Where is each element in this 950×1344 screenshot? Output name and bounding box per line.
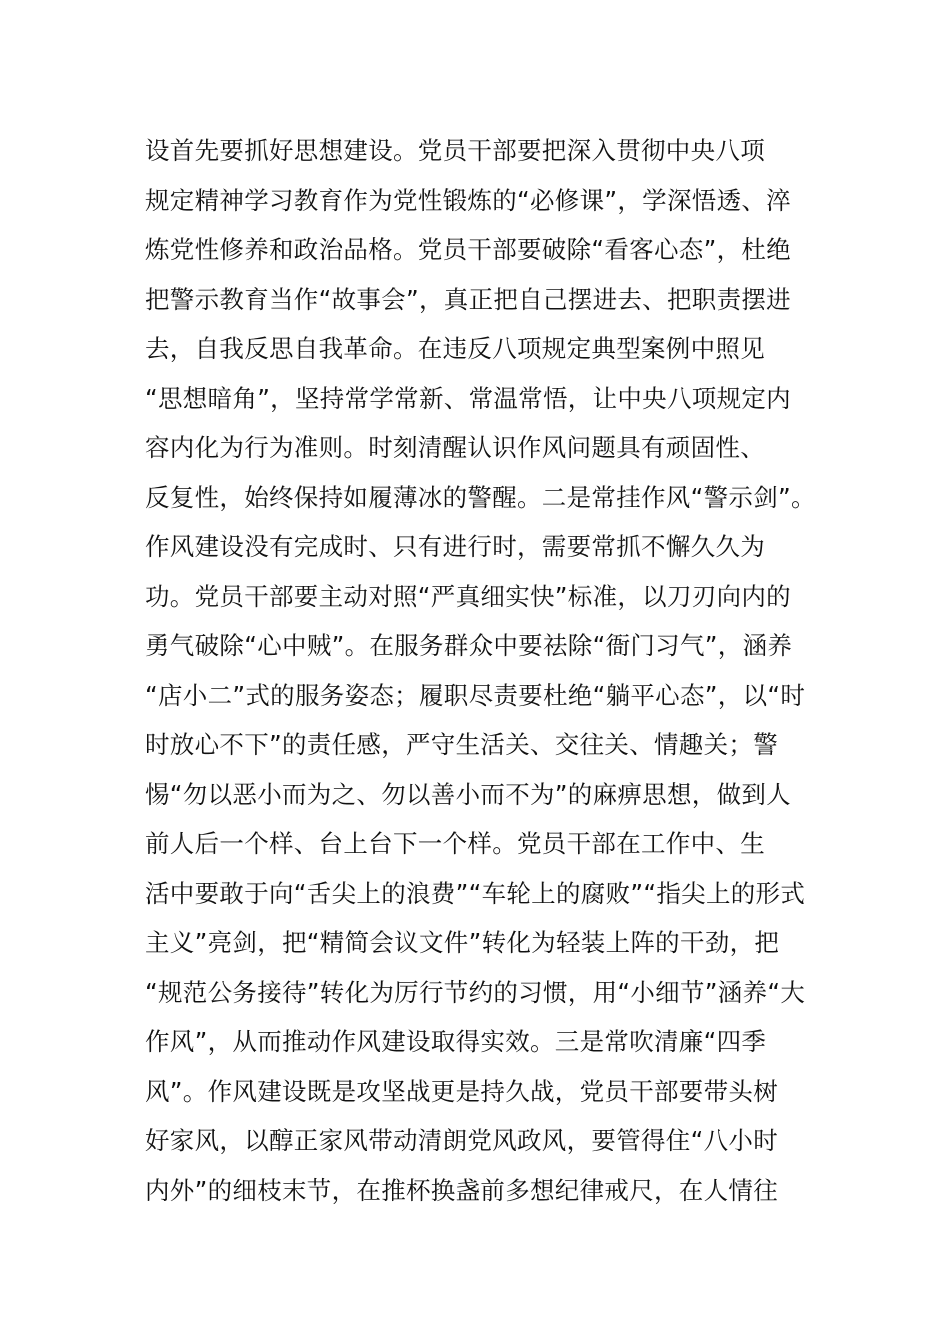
text-line: 作风建设没有完成时、只有进行时，需要常抓不懈久久为 xyxy=(145,532,765,561)
text-line: 勇气破除“心中贼”。在服务群众中要祛除“衙门习气”，涵养 xyxy=(145,631,793,660)
text-line: “店小二”式的服务姿态；履职尽责要杜绝“躺平心态”，以“时 xyxy=(145,680,806,710)
text-line: “规范公务接待”转化为厉行节约的习惯，用“小细节”涵养“大 xyxy=(145,977,806,1007)
text-line: 功。党员干部要主动对照“严真细实快”标准，以刀刃向内的 xyxy=(145,581,791,611)
text-line: 活中要敢于向“舌尖上的浪费”“车轮上的腐败”“指尖上的形式 xyxy=(145,878,806,908)
text-line: 反复性，始终保持如履薄冰的警醒。二是常挂作风“警示剑”。 xyxy=(145,482,816,512)
text-line: 作风”，从而推动作风建设取得实效。三是常吹清廉“四季 xyxy=(145,1027,767,1056)
text-line: 规定精神学习教育作为党性锻炼的“必修课”，学深悟透、淬 xyxy=(145,185,791,215)
text-line: 时放心不下”的责任感，严守生活关、交往关、情趣关；警 xyxy=(145,730,778,759)
text-line: 去，自我反思自我革命。在违反八项规定典型案例中照见 xyxy=(145,334,765,363)
text-line: 主义”亮剑，把“精简会议文件”转化为轻装上阵的干劲，把 xyxy=(145,928,780,957)
text-line: 好家风，以醇正家风带动清朗党风政风，要管得住“八小时 xyxy=(145,1126,778,1155)
text-line: “思想暗角”，坚持常学常新、常温常悟，让中央八项规定内 xyxy=(145,383,791,413)
text-line: 惕“勿以恶小而为之、勿以善小而不为”的麻痹思想，做到人 xyxy=(145,779,791,809)
text-line: 内外”的细枝末节，在推杯换盏前多想纪律戒尺，在人情往 xyxy=(145,1175,778,1205)
text-line: 炼党性修养和政治品格。党员干部要破除“看客心态”，杜绝 xyxy=(145,235,791,264)
text-line: 把警示教育当作“故事会”，真正把自己摆进去、把职责摆进 xyxy=(145,284,791,314)
body-text xyxy=(145,126,825,1215)
text-line: 设首先要抓好思想建设。党员干部要把深入贯彻中央八项 xyxy=(145,136,765,165)
text-line: 容内化为行为准则。时刻清醒认识作风问题具有顽固性、 xyxy=(145,433,765,462)
text-line: 风”。作风建设既是攻坚战更是持久战，党员干部要带头树 xyxy=(145,1076,778,1106)
text-line: 前人后一个样、台上台下一个样。党员干部在工作中、生 xyxy=(145,829,765,858)
